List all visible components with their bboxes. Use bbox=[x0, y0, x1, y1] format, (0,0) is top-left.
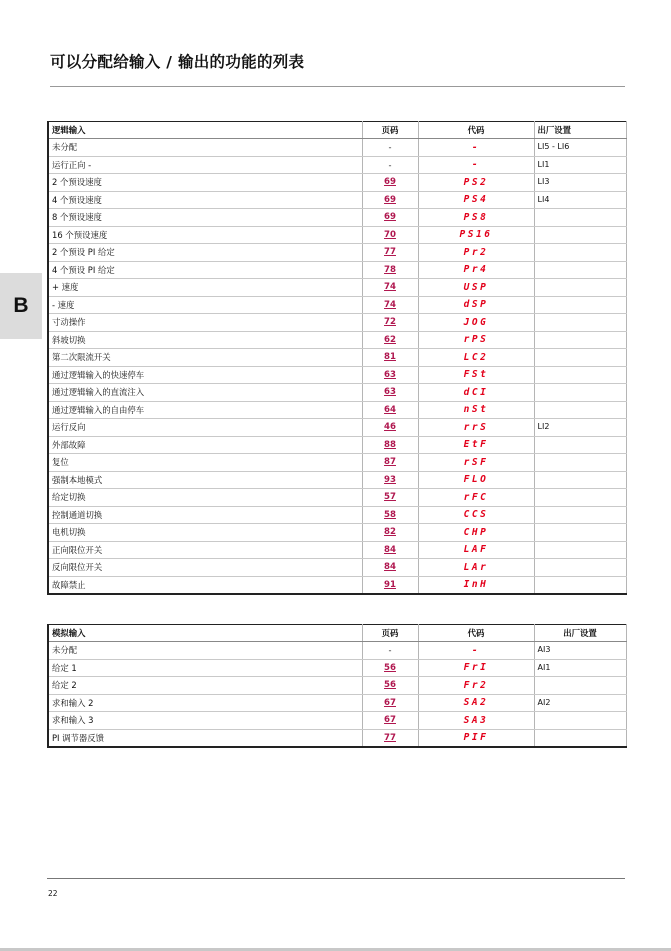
column-header-page: 页码 bbox=[362, 122, 418, 139]
page-link[interactable]: 84 bbox=[384, 562, 396, 573]
factory-setting-cell bbox=[534, 244, 626, 262]
page-link[interactable]: 74 bbox=[384, 282, 396, 293]
function-cell: 运行反向 bbox=[48, 419, 362, 437]
factory-setting-cell bbox=[534, 436, 626, 454]
table-row bbox=[48, 366, 626, 384]
page-cell: - bbox=[362, 642, 418, 660]
function-cell: 强制本地模式 bbox=[48, 471, 362, 489]
table-row bbox=[48, 677, 626, 695]
page-link[interactable]: 57 bbox=[384, 492, 396, 503]
table-row bbox=[48, 156, 626, 174]
page-link[interactable]: 63 bbox=[384, 387, 396, 398]
code-cell: FSt bbox=[418, 366, 534, 384]
factory-setting-cell: LI2 bbox=[534, 419, 626, 437]
factory-setting-cell bbox=[534, 366, 626, 384]
page-link[interactable]: 74 bbox=[384, 299, 396, 310]
code-cell: CCS bbox=[418, 506, 534, 524]
code-cell: InH bbox=[418, 576, 534, 594]
page-link[interactable]: 63 bbox=[384, 369, 396, 380]
page-link[interactable]: 62 bbox=[384, 334, 396, 345]
factory-setting-cell bbox=[534, 506, 626, 524]
page-cell bbox=[362, 174, 418, 192]
table-row bbox=[48, 384, 626, 402]
function-cell: 反向限位开关 bbox=[48, 559, 362, 577]
code-cell: nSt bbox=[418, 401, 534, 419]
page-cell bbox=[362, 436, 418, 454]
page-link[interactable]: 87 bbox=[384, 457, 396, 468]
page-cell bbox=[362, 209, 418, 227]
code-cell: dCI bbox=[418, 384, 534, 402]
factory-setting-cell bbox=[534, 314, 626, 332]
factory-setting-cell bbox=[534, 454, 626, 472]
factory-setting-cell bbox=[534, 226, 626, 244]
function-cell: 第二次限流开关 bbox=[48, 349, 362, 367]
page-cell bbox=[362, 677, 418, 695]
code-cell: SA3 bbox=[418, 712, 534, 730]
page-cell bbox=[362, 729, 418, 747]
page-cell bbox=[362, 331, 418, 349]
code-cell: JOG bbox=[418, 314, 534, 332]
page-cell bbox=[362, 524, 418, 542]
table-row bbox=[48, 471, 626, 489]
factory-setting-cell bbox=[534, 576, 626, 594]
page-link[interactable]: 56 bbox=[384, 662, 396, 673]
page-cell bbox=[362, 489, 418, 507]
table-row bbox=[48, 436, 626, 454]
function-cell: 未分配 bbox=[48, 139, 362, 157]
page-title: 可以分配给输入 / 输出的功能的列表 bbox=[50, 53, 305, 71]
factory-setting-cell bbox=[534, 559, 626, 577]
section-tab: B bbox=[0, 273, 42, 339]
function-cell: 16 个预设速度 bbox=[48, 226, 362, 244]
function-cell: 未分配 bbox=[48, 642, 362, 660]
table-row bbox=[48, 191, 626, 209]
page-cell bbox=[362, 471, 418, 489]
column-header-page: 页码 bbox=[362, 625, 418, 642]
page-link[interactable]: 67 bbox=[384, 697, 396, 708]
function-cell: 4 个预设 PI 给定 bbox=[48, 261, 362, 279]
page-link[interactable]: 72 bbox=[384, 317, 396, 328]
function-cell: 故障禁止 bbox=[48, 576, 362, 594]
factory-setting-cell bbox=[534, 712, 626, 730]
page-link[interactable]: 67 bbox=[384, 715, 396, 726]
code-cell: CHP bbox=[418, 524, 534, 542]
function-cell: 给定 2 bbox=[48, 677, 362, 695]
factory-setting-cell bbox=[534, 279, 626, 297]
function-cell: 电机切换 bbox=[48, 524, 362, 542]
factory-setting-cell bbox=[534, 401, 626, 419]
page-cell bbox=[362, 694, 418, 712]
code-cell: EtF bbox=[418, 436, 534, 454]
factory-setting-cell: LI1 bbox=[534, 156, 626, 174]
page-cell bbox=[362, 419, 418, 437]
code-cell: Fr2 bbox=[418, 677, 534, 695]
code-cell: LAF bbox=[418, 541, 534, 559]
page-cell bbox=[362, 296, 418, 314]
page-cell bbox=[362, 541, 418, 559]
factory-setting-cell: AI3 bbox=[534, 642, 626, 660]
factory-setting-cell bbox=[534, 677, 626, 695]
table-row bbox=[48, 454, 626, 472]
code-cell: USP bbox=[418, 279, 534, 297]
page-link[interactable]: 64 bbox=[384, 404, 396, 415]
table-row bbox=[48, 331, 626, 349]
function-cell: 通过逻辑输入的快速停车 bbox=[48, 366, 362, 384]
table-row bbox=[48, 296, 626, 314]
page-cell bbox=[362, 349, 418, 367]
page-link[interactable]: 69 bbox=[384, 194, 396, 205]
factory-setting-cell bbox=[534, 261, 626, 279]
column-header-function: 模拟输入 bbox=[48, 625, 362, 642]
code-cell: - bbox=[418, 139, 534, 157]
table-row bbox=[48, 401, 626, 419]
function-cell: 2 个预设速度 bbox=[48, 174, 362, 192]
column-header-code: 代码 bbox=[418, 122, 534, 139]
code-cell: Pr4 bbox=[418, 261, 534, 279]
factory-setting-cell: LI4 bbox=[534, 191, 626, 209]
code-cell: SA2 bbox=[418, 694, 534, 712]
page-link[interactable]: 77 bbox=[384, 732, 396, 743]
table-row bbox=[48, 174, 626, 192]
code-cell: FrI bbox=[418, 659, 534, 677]
code-cell: dSP bbox=[418, 296, 534, 314]
function-cell: 给定 1 bbox=[48, 659, 362, 677]
function-cell: 8 个预设速度 bbox=[48, 209, 362, 227]
factory-setting-cell: AI2 bbox=[534, 694, 626, 712]
analog-input-table bbox=[47, 624, 627, 748]
factory-setting-cell bbox=[534, 471, 626, 489]
page-cell bbox=[362, 576, 418, 594]
table-row bbox=[48, 524, 626, 542]
page-cell bbox=[362, 226, 418, 244]
table-row bbox=[48, 659, 626, 677]
page-cell bbox=[362, 384, 418, 402]
function-cell: PI 调节器反馈 bbox=[48, 729, 362, 747]
table-row bbox=[48, 541, 626, 559]
function-cell: 给定切换 bbox=[48, 489, 362, 507]
column-header-factory: 出厂设置 bbox=[534, 122, 626, 139]
code-cell: PS4 bbox=[418, 191, 534, 209]
function-cell: 通过逻辑输入的自由停车 bbox=[48, 401, 362, 419]
page-link[interactable]: 88 bbox=[384, 439, 396, 450]
function-cell: 控制通道切换 bbox=[48, 506, 362, 524]
table-row bbox=[48, 642, 626, 660]
page-link[interactable]: 70 bbox=[384, 229, 396, 240]
page-link[interactable]: 69 bbox=[384, 212, 396, 223]
column-header-factory: 出厂设置 bbox=[534, 625, 626, 642]
table-header-row bbox=[48, 122, 626, 139]
code-cell: rrS bbox=[418, 419, 534, 437]
page-number: 22 bbox=[48, 889, 58, 898]
page-link[interactable]: 84 bbox=[384, 544, 396, 555]
factory-setting-cell bbox=[534, 489, 626, 507]
page-link[interactable]: 77 bbox=[384, 247, 396, 258]
table-row bbox=[48, 279, 626, 297]
page-cell bbox=[362, 191, 418, 209]
table-row bbox=[48, 226, 626, 244]
page-link[interactable]: 82 bbox=[384, 527, 396, 538]
page-link[interactable]: 46 bbox=[384, 422, 396, 433]
table-row bbox=[48, 559, 626, 577]
function-cell: + 速度 bbox=[48, 279, 362, 297]
code-cell: - bbox=[418, 156, 534, 174]
page-cell: - bbox=[362, 156, 418, 174]
factory-setting-cell bbox=[534, 541, 626, 559]
factory-setting-cell bbox=[534, 209, 626, 227]
function-cell: 复位 bbox=[48, 454, 362, 472]
code-cell: PS8 bbox=[418, 209, 534, 227]
code-cell: LAr bbox=[418, 559, 534, 577]
code-cell: rSF bbox=[418, 454, 534, 472]
factory-setting-cell bbox=[534, 524, 626, 542]
code-cell: - bbox=[418, 642, 534, 660]
table-row bbox=[48, 729, 626, 747]
code-cell: PIF bbox=[418, 729, 534, 747]
page-link[interactable]: 91 bbox=[384, 579, 396, 590]
page-cell bbox=[362, 506, 418, 524]
table-row bbox=[48, 694, 626, 712]
page-link[interactable]: 69 bbox=[384, 177, 396, 188]
page-link[interactable]: 78 bbox=[384, 264, 396, 275]
function-cell: 寸动操作 bbox=[48, 314, 362, 332]
logic-input-table bbox=[47, 121, 627, 595]
title-divider bbox=[50, 86, 625, 87]
factory-setting-cell: AI1 bbox=[534, 659, 626, 677]
page-cell bbox=[362, 454, 418, 472]
function-cell: 2 个预设 PI 给定 bbox=[48, 244, 362, 262]
page-cell bbox=[362, 279, 418, 297]
code-cell: Pr2 bbox=[418, 244, 534, 262]
function-cell: 求和输入 3 bbox=[48, 712, 362, 730]
page-link[interactable]: 93 bbox=[384, 474, 396, 485]
table-row bbox=[48, 261, 626, 279]
page-cell bbox=[362, 712, 418, 730]
table-row bbox=[48, 576, 626, 594]
table-row bbox=[48, 244, 626, 262]
footer-divider bbox=[47, 878, 625, 879]
page-cell bbox=[362, 314, 418, 332]
function-cell: - 速度 bbox=[48, 296, 362, 314]
page-link[interactable]: 81 bbox=[384, 352, 396, 363]
page-cell bbox=[362, 559, 418, 577]
code-cell: PS2 bbox=[418, 174, 534, 192]
column-header-code: 代码 bbox=[418, 625, 534, 642]
function-cell: 4 个预设速度 bbox=[48, 191, 362, 209]
code-cell: rFC bbox=[418, 489, 534, 507]
table-header-row bbox=[48, 625, 626, 642]
factory-setting-cell: LI5 - LI6 bbox=[534, 139, 626, 157]
table-row bbox=[48, 314, 626, 332]
table-row bbox=[48, 139, 626, 157]
page-cell bbox=[362, 401, 418, 419]
page-cell bbox=[362, 366, 418, 384]
function-cell: 正向限位开关 bbox=[48, 541, 362, 559]
factory-setting-cell: LI3 bbox=[534, 174, 626, 192]
page-cell: - bbox=[362, 139, 418, 157]
table-row bbox=[48, 506, 626, 524]
table-row bbox=[48, 349, 626, 367]
column-header-function: 逻辑输入 bbox=[48, 122, 362, 139]
factory-setting-cell bbox=[534, 384, 626, 402]
function-cell: 外部故障 bbox=[48, 436, 362, 454]
function-cell: 斜坡切换 bbox=[48, 331, 362, 349]
factory-setting-cell bbox=[534, 349, 626, 367]
page-link[interactable]: 56 bbox=[384, 680, 396, 691]
code-cell: FLO bbox=[418, 471, 534, 489]
table-row bbox=[48, 489, 626, 507]
code-cell: LC2 bbox=[418, 349, 534, 367]
code-cell: PS16 bbox=[418, 226, 534, 244]
factory-setting-cell bbox=[534, 296, 626, 314]
page-cell bbox=[362, 244, 418, 262]
function-cell: 通过逻辑输入的直流注入 bbox=[48, 384, 362, 402]
table-row bbox=[48, 712, 626, 730]
page-cell bbox=[362, 261, 418, 279]
function-cell: 运行正向 - bbox=[48, 156, 362, 174]
table-row bbox=[48, 419, 626, 437]
function-cell: 求和输入 2 bbox=[48, 694, 362, 712]
code-cell: rPS bbox=[418, 331, 534, 349]
factory-setting-cell bbox=[534, 331, 626, 349]
table-row bbox=[48, 209, 626, 227]
page-cell bbox=[362, 659, 418, 677]
factory-setting-cell bbox=[534, 729, 626, 747]
page-link[interactable]: 58 bbox=[384, 509, 396, 520]
